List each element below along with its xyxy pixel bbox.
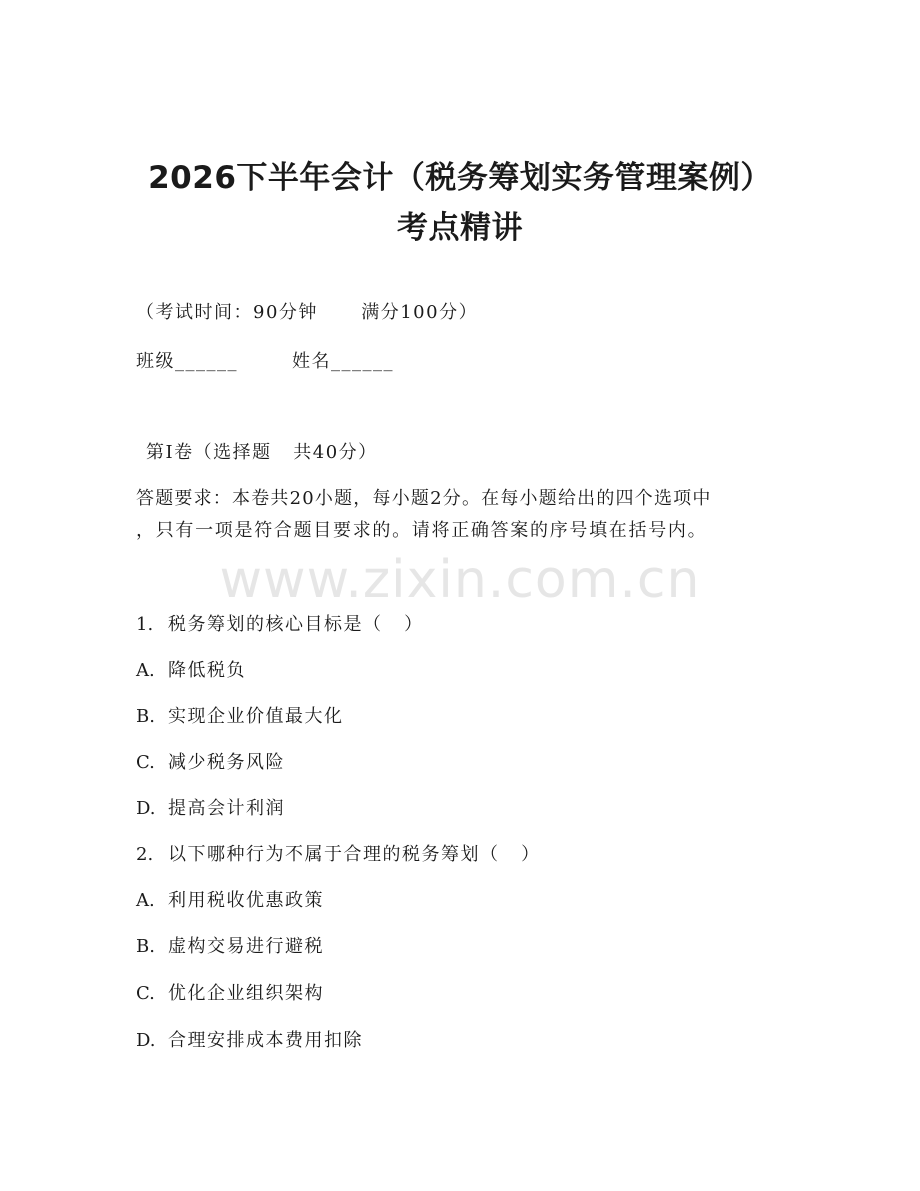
instructions-line-2: ，只有一项是符合题目要求的。请将正确答案的序号填在括号内。 xyxy=(136,520,708,541)
option-letter: B. xyxy=(136,936,155,957)
question-1-option-c xyxy=(136,750,285,776)
student-info-row xyxy=(136,349,394,375)
option-text: 合理安排成本费用扣除 xyxy=(168,1030,363,1051)
option-text: 实现企业价值最大化 xyxy=(168,706,344,727)
exam-info: （考试时间：90分钟 满分100分） xyxy=(136,302,479,323)
option-letter: D. xyxy=(136,798,156,819)
class-field-label: 班级______ xyxy=(136,351,238,372)
document-title-line-1: 2026下半年会计（税务筹划实务管理案例） xyxy=(148,160,772,196)
document-title-line-2: 考点精讲 xyxy=(397,210,523,246)
question-1-option-a xyxy=(136,658,246,684)
option-letter: B. xyxy=(136,706,155,727)
question-2-option-d xyxy=(136,1028,363,1054)
option-letter: C. xyxy=(136,752,155,773)
option-text: 优化企业组织架构 xyxy=(168,983,324,1004)
question-2-option-b xyxy=(136,934,324,960)
option-letter: C. xyxy=(136,983,155,1004)
question-1 xyxy=(136,612,424,638)
option-letter: D. xyxy=(136,1030,156,1051)
question-1-option-d xyxy=(136,796,285,822)
question-2-option-a xyxy=(136,888,324,914)
question-number: 2. xyxy=(136,844,154,865)
option-text: 虚构交易进行避税 xyxy=(168,936,324,957)
option-text: 利用税收优惠政策 xyxy=(168,890,324,911)
option-letter: A. xyxy=(136,890,155,911)
name-field-label: 姓名______ xyxy=(292,351,394,372)
option-text: 提高会计利润 xyxy=(168,798,285,819)
section-heading: 第Ⅰ卷（选择题 共40分） xyxy=(146,442,378,463)
question-text: 税务筹划的核心目标是（ ） xyxy=(168,614,424,635)
question-number: 1. xyxy=(136,614,154,635)
watermark: www.zixin.com.cn xyxy=(219,550,701,610)
question-2-option-c xyxy=(136,981,324,1007)
question-text: 以下哪种行为不属于合理的税务筹划（ ） xyxy=(168,844,541,865)
instructions-line-1: 答题要求：本卷共20小题，每小题2分。在每小题给出的四个选项中 xyxy=(136,488,712,509)
option-text: 减少税务风险 xyxy=(168,752,285,773)
question-1-option-b xyxy=(136,704,344,730)
question-2 xyxy=(136,842,541,868)
option-letter: A. xyxy=(136,660,155,681)
option-text: 降低税负 xyxy=(168,660,246,681)
